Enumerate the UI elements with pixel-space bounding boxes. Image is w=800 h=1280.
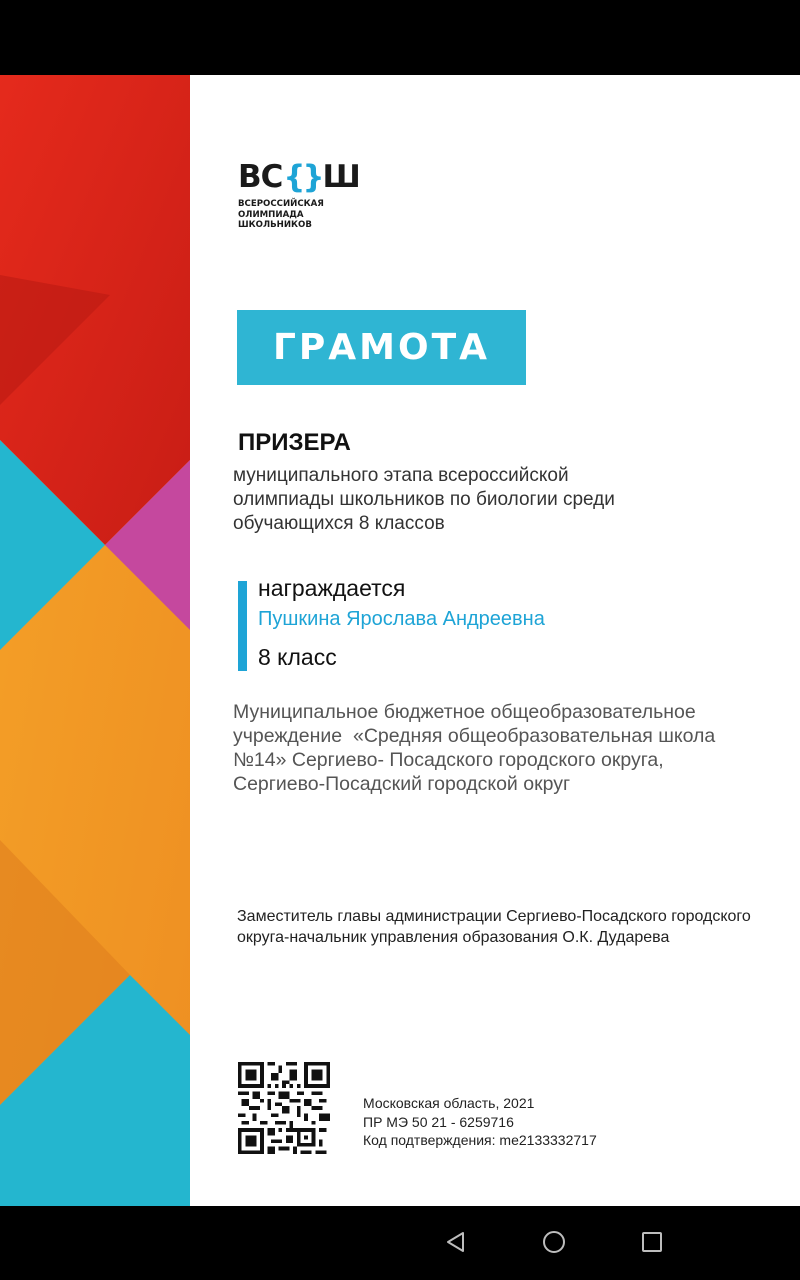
footer-region-year: Московская область, 2021 [363,1095,535,1111]
logo-word-left: ВС [238,159,283,195]
navigation-bar [0,1206,800,1280]
footer-protocol-number: ПР МЭ 50 21 - 6259716 [363,1113,514,1130]
recents-button[interactable] [630,1220,674,1264]
certificate-footer [363,1094,597,1150]
certificate-title-banner [237,310,526,385]
back-button[interactable] [434,1220,478,1264]
decorative-side-pattern [0,75,190,1206]
olympiad-description: муниципального этапа всероссийской олимпиады школьников по биологии среди обучающихся 8 классов [233,465,615,534]
logo-subtitle-line: ВСЕРОССИЙСКАЯ [238,199,324,209]
recents-icon [641,1231,663,1253]
vsosh-logo [238,159,360,231]
logo-subtitle-line: ОЛИМПИАДА [238,209,304,220]
status-bar [0,0,800,75]
home-icon [541,1229,567,1255]
certificate-document [0,75,800,1206]
logo-subtitle-line: ШКОЛЬНИКОВ [238,220,312,230]
award-label: награждается [258,575,406,601]
footer-confirmation-code: Код подтверждения: me2133332717 [363,1132,597,1148]
logo-brace: {} [283,159,322,195]
back-icon [444,1230,468,1254]
qr-code [238,1062,330,1154]
student-name: Пушкина Ярослава Андреевна [258,608,545,630]
signatory: Заместитель главы администрации Сергиево-Посадского городского округа-начальник управления образования О.К. Дударева [237,908,751,946]
logo-word-right: Ш [322,159,360,195]
logo-subtitle [238,199,360,231]
award-rank: ПРИЗЕРА [238,429,351,456]
award-accent-bar [238,581,247,671]
home-button[interactable] [532,1220,576,1264]
certificate-title: ГРАМОТА [272,327,491,368]
student-grade: 8 класс [258,644,337,670]
school-name: Муниципальное бюджетное общеобразовательное учреждение «Средняя общеобразовательная школа №14» Сергиево- Посадского городского округа, Сергиево-Посадский городской округ [233,701,721,795]
logo-mark [238,159,360,195]
